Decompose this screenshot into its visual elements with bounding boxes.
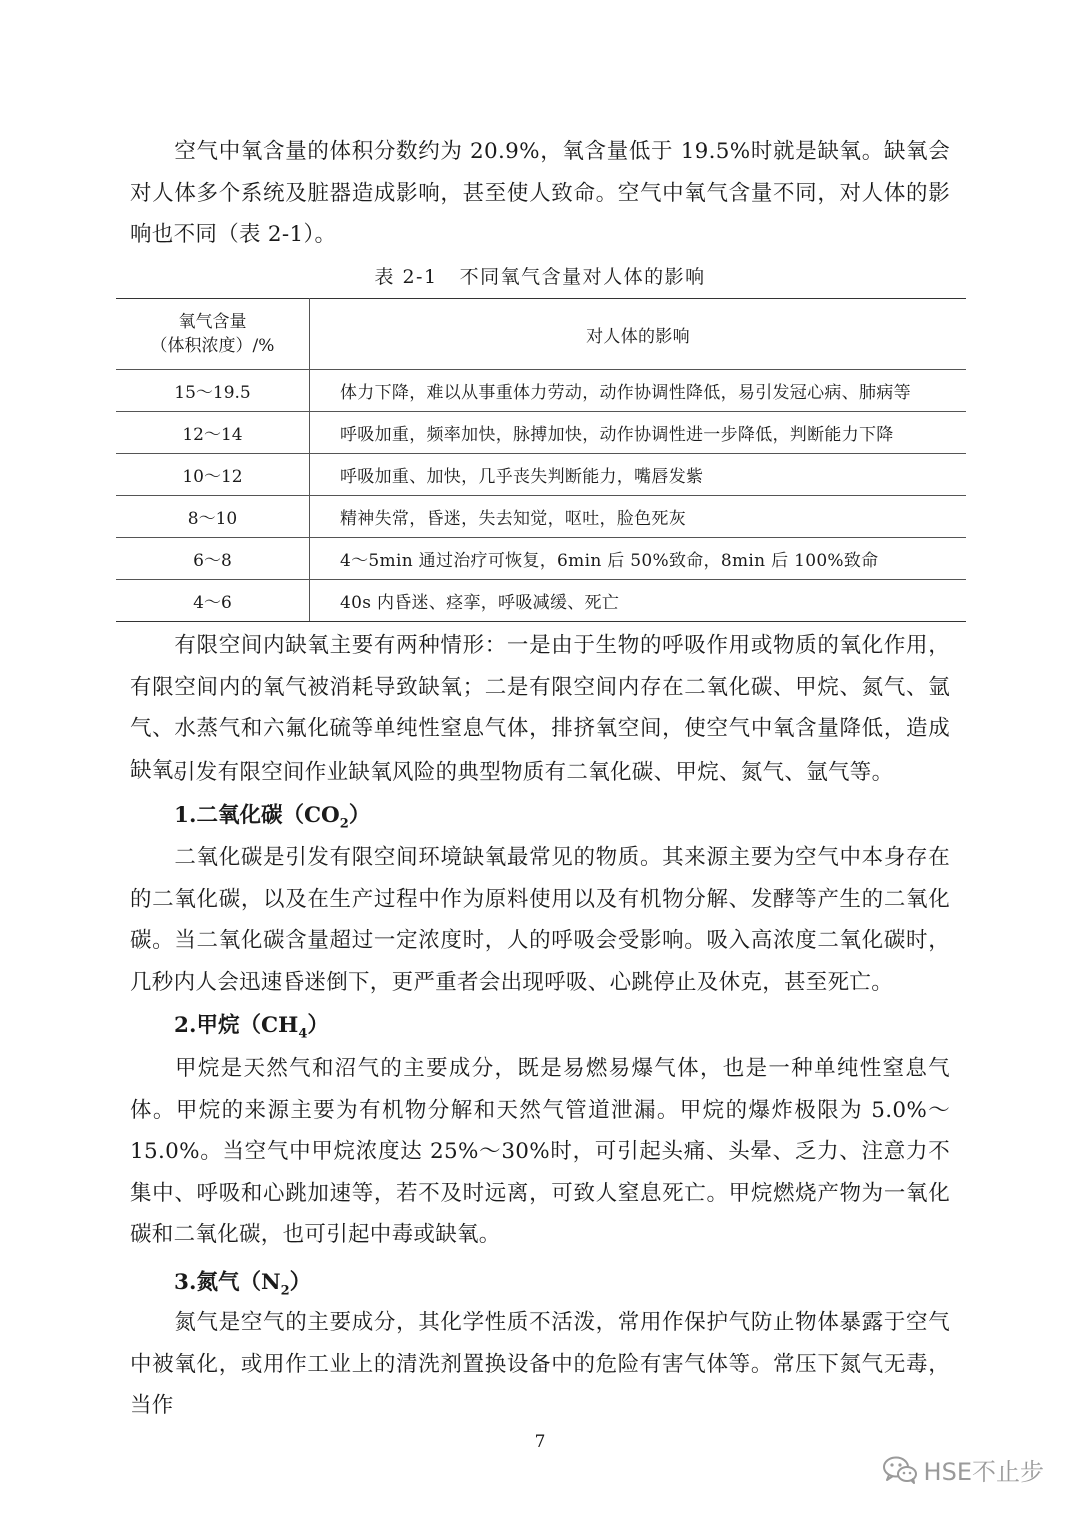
- table-row: [116, 454, 966, 496]
- watermark: [882, 1452, 1044, 1487]
- page-number: 7: [534, 1432, 546, 1452]
- situations-paragraph: 有限空间内缺氧主要有两种情形：一是由于生物的呼吸作用或物质的氧化作用，有限空间内的氧气被消耗导致缺氧；二是有限空间内存在二氧化碳、甲烷、氮气、氩气、水蒸气和六氟化硫等单纯性窒息气体，排挤氧空间，使空气中氧含量降低，造成缺氧。: [130, 633, 950, 783]
- table-row: [116, 370, 966, 412]
- cell-level: 8～10: [116, 496, 310, 538]
- table-row: [116, 412, 966, 454]
- typical-substances-paragraph: 引发有限空间作业缺氧风险的典型物质有二氧化碳、甲烷、氮气、氩气等。: [174, 760, 894, 785]
- ch4-paragraph: 甲烷是天然气和沼气的主要成分，既是易燃易爆气体，也是一种单纯性窒息气体。甲烷的来源主要为有机物分解和天然气管道泄漏。甲烷的爆炸极限为 5.0%～15.0%。当空气中甲烷浓度达 25%～30%时，可引起头痛、头晕、乏力、注意力不集中、呼吸和心跳加速等，若不及时远离，可致人窒息死亡。甲烷燃烧产物为一氧化碳和二氧化碳，也可引起中毒或缺氧。: [130, 1056, 950, 1247]
- table-header-row: [116, 299, 966, 370]
- header-effect: 对人体的影响: [310, 299, 967, 370]
- cell-level: 6～8: [116, 538, 310, 580]
- cell-level: 15～19.5: [116, 370, 310, 412]
- heading-ch4: 2.甲烷$(CH_4)$: [174, 1013, 329, 1042]
- intro-paragraph: 空气中氧含量的体积分数约为 20.9%，氧含量低于 19.5%时就是缺氧。缺氧会对人体多个系统及脏器造成影响，甚至使人致命。空气中氧气含量不同，对人体的影响也不同（表 2-1）。: [130, 139, 950, 247]
- cell-effect: 呼吸加重、加快，几乎丧失判断能力，嘴唇发紫: [310, 454, 967, 496]
- table-number: 表 2-1: [374, 266, 438, 288]
- table-row: [116, 538, 966, 580]
- table-caption: [0, 262, 1080, 289]
- cell-effect: 4～5min 通过治疗可恢复，6min 后 50%致命，8min 后 100%致命: [310, 538, 967, 580]
- table-row: [116, 496, 966, 538]
- cell-level: 12～14: [116, 412, 310, 454]
- cell-effect: 体力下降，难以从事重体力劳动，动作协调性降低，易引发冠心病、肺病等: [310, 370, 967, 412]
- heading-co2: 1.二氧化碳$(CO_2)$: [174, 803, 371, 832]
- cell-effect: 精神失常，昏迷，失去知觉，呕吐，脸色死灰: [310, 496, 967, 538]
- wechat-icon: [882, 1455, 918, 1485]
- header-oxygen-level: 氧气含量 （体积浓度）/%: [116, 299, 310, 370]
- cell-effect: 40s 内昏迷、痉挛，呼吸减缓、死亡: [310, 580, 967, 622]
- heading-n2: 3.氮气$(N_2)$: [174, 1270, 312, 1299]
- co2-paragraph: 二氧化碳是引发有限空间环境缺氧最常见的物质。其来源主要为空气中本身存在的二氧化碳，以及在生产过程中作为原料使用以及有机物分解、发酵等产生的二氧化碳。当二氧化碳含量超过一定浓度时，人的呼吸会受影响。吸入高浓度二氧化碳时，几秒内人会迅速昏迷倒下，更严重者会出现呼吸、心跳停止及休克，甚至死亡。: [130, 845, 950, 995]
- n2-paragraph: 氮气是空气的主要成分，其化学性质不活泼，常用作保护气防止物体暴露于空气中被氧化，或用作工业上的清洗剂置换设备中的危险有害气体等。常压下氮气无毒，当作: [130, 1310, 950, 1418]
- cell-level: 4～6: [116, 580, 310, 622]
- table-row: [116, 580, 966, 622]
- watermark-text: HSE不止步: [923, 1458, 1044, 1486]
- cell-level: 10～12: [116, 454, 310, 496]
- table-title: 不同氧气含量对人体的影响: [459, 266, 706, 288]
- cell-effect: 呼吸加重，频率加快，脉搏加快，动作协调性进一步降低，判断能力下降: [310, 412, 967, 454]
- oxygen-effects-table: [116, 298, 966, 622]
